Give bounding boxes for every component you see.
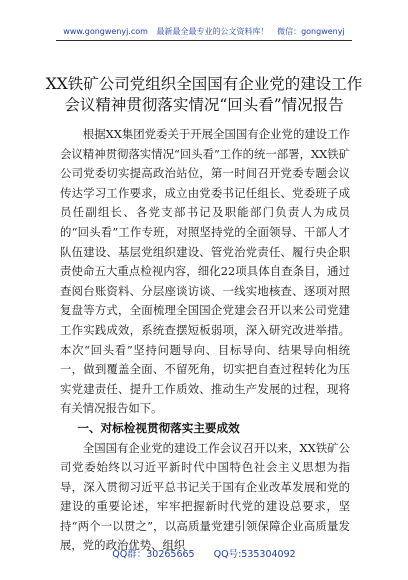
site-url[interactable]: www.gongwenyj.com xyxy=(63,27,148,36)
section-heading: 一、对标检视贯彻落实主要成效 xyxy=(77,420,240,435)
page-footer xyxy=(0,546,408,560)
header-divider xyxy=(56,40,352,41)
site-slogan: 最新最全最专业的公文资料库！ xyxy=(156,27,269,36)
document-title: XX铁矿公司党组织全国国有企业党的建设工作会议精神贯彻落实情况“回头看”情况报告 xyxy=(45,75,363,114)
page-header xyxy=(0,26,408,37)
section-paragraph: 全国国有企业党的建设工作会议召开以来，XX铁矿公司党委始终以习近平新时代中国特色社会主义思想为指导，深入贯彻习近平总书记关于国有企业改革发展和党的建设的重要论述，牢牢把握新时代党的建设总要求，坚持“两个一以贯之”，以高质量党建引领保障企业高质量发展，党的政治优势、组织 xyxy=(60,440,350,553)
document-body xyxy=(60,125,350,556)
intro-paragraph: 根据XX集团党委关于开展全国国有企业党的建设工作会议精神贯彻落实情况“回头看”工作的统一部署，XX铁矿公司党委切实提高政治站位，第一时间召开党委专题会议传达学习工作要求，成立由党委书记任组长、党委班子成员任副组长、各党支部书记及职能部门负责人为成员的“回头看”工作专班，对照坚持党的全面领导、干部人才队伍建设、基层党组织建设、管党治党责任、履行央企职责使命五大重点检视内容，细化22项具体自查条目，通过查阅台账资料、分层座谈访谈、一线实地核查、逐项对照复盘等方式，全面梳理全国国企党建会召开以来公司党建工作实践成效，系统查摆短板弱项，深入研究改进举措。本次“回头看”坚持问题导向、目标导向、结果导向相统一，做到覆盖全面、不留死角，切实把自查过程转化为压实党建责任、提升工作质效、推动生产发展的过程，现将有关情况报告如下。 xyxy=(60,127,350,416)
qq-group: QQ群：30265665 xyxy=(112,549,195,560)
wechat-id: 微信：gongwenyj xyxy=(277,27,345,36)
qq-number: QQ号:535304092 xyxy=(213,549,296,560)
